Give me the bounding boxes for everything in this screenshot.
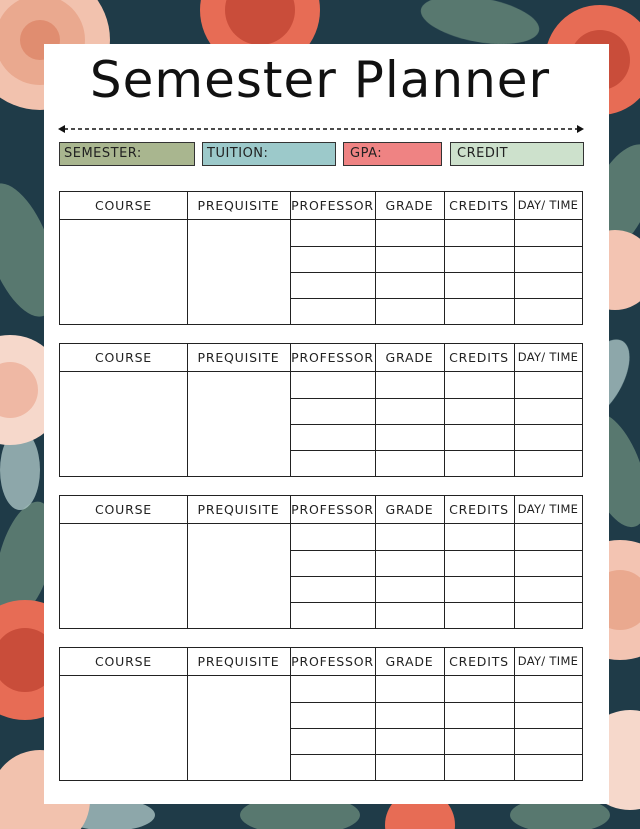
professor-cell[interactable] (290, 702, 375, 728)
credits-cell[interactable] (444, 372, 514, 398)
credits-cell[interactable] (444, 602, 514, 628)
column-header: DAY/ TIME (517, 654, 579, 668)
professor-cell[interactable] (290, 576, 375, 602)
day-time-cell[interactable] (514, 524, 582, 550)
day-time-cell[interactable] (514, 372, 582, 398)
credits-cell[interactable] (444, 272, 514, 298)
column-header: COURSE (94, 654, 153, 669)
gpa-field[interactable]: GPA: (343, 142, 442, 166)
credits-cell[interactable] (444, 450, 514, 476)
credits-cell[interactable] (444, 728, 514, 754)
summary-fields (59, 142, 584, 168)
grade-cell[interactable] (375, 728, 444, 754)
course-cell[interactable] (60, 524, 187, 628)
prerequisite-cell[interactable] (187, 220, 290, 324)
course-cell[interactable] (60, 372, 187, 476)
credits-cell[interactable] (444, 754, 514, 780)
grade-cell[interactable] (375, 450, 444, 476)
day-time-cell[interactable] (514, 424, 582, 450)
prerequisite-cell[interactable] (187, 676, 290, 780)
professor-cell[interactable] (290, 398, 375, 424)
column-header: GRADE (385, 350, 434, 365)
grade-cell[interactable] (375, 246, 444, 272)
professor-cell[interactable] (290, 754, 375, 780)
day-time-cell[interactable] (514, 272, 582, 298)
day-time-cell[interactable] (514, 728, 582, 754)
credits-cell[interactable] (444, 676, 514, 702)
page-title: Semester Planner (89, 51, 551, 109)
column-header: DAY/ TIME (517, 350, 579, 364)
column-header: CREDITS (449, 198, 509, 213)
column-header: COURSE (94, 502, 153, 517)
column-header: PREQUISITE (197, 198, 280, 213)
day-time-cell[interactable] (514, 298, 582, 324)
grade-cell[interactable] (375, 298, 444, 324)
semester-field[interactable]: SEMESTER: (59, 142, 195, 166)
day-time-cell[interactable] (514, 676, 582, 702)
day-time-cell[interactable] (514, 576, 582, 602)
professor-cell[interactable] (290, 450, 375, 476)
course-table (59, 343, 583, 477)
column-header: PREQUISITE (197, 502, 280, 517)
day-time-cell[interactable] (514, 450, 582, 476)
day-time-cell[interactable] (514, 246, 582, 272)
prerequisite-cell[interactable] (187, 524, 290, 628)
day-time-cell[interactable] (514, 754, 582, 780)
credits-cell[interactable] (444, 220, 514, 246)
professor-cell[interactable] (290, 676, 375, 702)
professor-cell[interactable] (290, 728, 375, 754)
grade-cell[interactable] (375, 576, 444, 602)
course-table (59, 647, 583, 781)
credits-cell[interactable] (444, 246, 514, 272)
grade-cell[interactable] (375, 524, 444, 550)
table-header-row (60, 192, 582, 220)
day-time-cell[interactable] (514, 398, 582, 424)
grade-cell[interactable] (375, 372, 444, 398)
column-header: GRADE (385, 502, 434, 517)
column-header: PREQUISITE (197, 350, 280, 365)
table-header-row (60, 344, 582, 372)
column-header: PROFESSOR (291, 654, 374, 669)
professor-cell[interactable] (290, 602, 375, 628)
table-header-row (60, 496, 582, 524)
day-time-cell[interactable] (514, 702, 582, 728)
credits-cell[interactable] (444, 702, 514, 728)
table-header-row (60, 648, 582, 676)
professor-cell[interactable] (290, 298, 375, 324)
column-header: DAY/ TIME (517, 198, 579, 212)
grade-cell[interactable] (375, 398, 444, 424)
grade-cell[interactable] (375, 676, 444, 702)
professor-cell[interactable] (290, 550, 375, 576)
credits-cell[interactable] (444, 524, 514, 550)
professor-cell[interactable] (290, 220, 375, 246)
grade-cell[interactable] (375, 220, 444, 246)
grade-cell[interactable] (375, 272, 444, 298)
day-time-cell[interactable] (514, 550, 582, 576)
column-header: PREQUISITE (197, 654, 280, 669)
credits-cell[interactable] (444, 298, 514, 324)
day-time-cell[interactable] (514, 602, 582, 628)
column-header: PROFESSOR (291, 502, 374, 517)
grade-cell[interactable] (375, 424, 444, 450)
column-header: CREDITS (449, 654, 509, 669)
double-arrow-divider (58, 122, 584, 136)
column-header: PROFESSOR (291, 198, 374, 213)
column-header: CREDITS (449, 350, 509, 365)
professor-cell[interactable] (290, 272, 375, 298)
column-header: PROFESSOR (291, 350, 374, 365)
course-table (59, 495, 583, 629)
column-header: DAY/ TIME (517, 502, 579, 516)
professor-cell[interactable] (290, 246, 375, 272)
grade-cell[interactable] (375, 550, 444, 576)
credits-cell[interactable] (444, 550, 514, 576)
day-time-cell[interactable] (514, 220, 582, 246)
column-header: GRADE (385, 654, 434, 669)
grade-cell[interactable] (375, 702, 444, 728)
course-cell[interactable] (60, 220, 187, 324)
column-header: GRADE (385, 198, 434, 213)
professor-cell[interactable] (290, 524, 375, 550)
course-table (59, 191, 583, 325)
credit-field[interactable]: CREDIT (450, 142, 584, 166)
grade-cell[interactable] (375, 602, 444, 628)
professor-cell[interactable] (290, 424, 375, 450)
prerequisite-cell[interactable] (187, 372, 290, 476)
credits-cell[interactable] (444, 398, 514, 424)
professor-cell[interactable] (290, 372, 375, 398)
course-cell[interactable] (60, 676, 187, 780)
column-header: COURSE (94, 198, 153, 213)
column-header: CREDITS (449, 502, 509, 517)
credits-cell[interactable] (444, 424, 514, 450)
grade-cell[interactable] (375, 754, 444, 780)
credits-cell[interactable] (444, 576, 514, 602)
tuition-field[interactable]: TUITION: (202, 142, 336, 166)
column-header: COURSE (94, 350, 153, 365)
